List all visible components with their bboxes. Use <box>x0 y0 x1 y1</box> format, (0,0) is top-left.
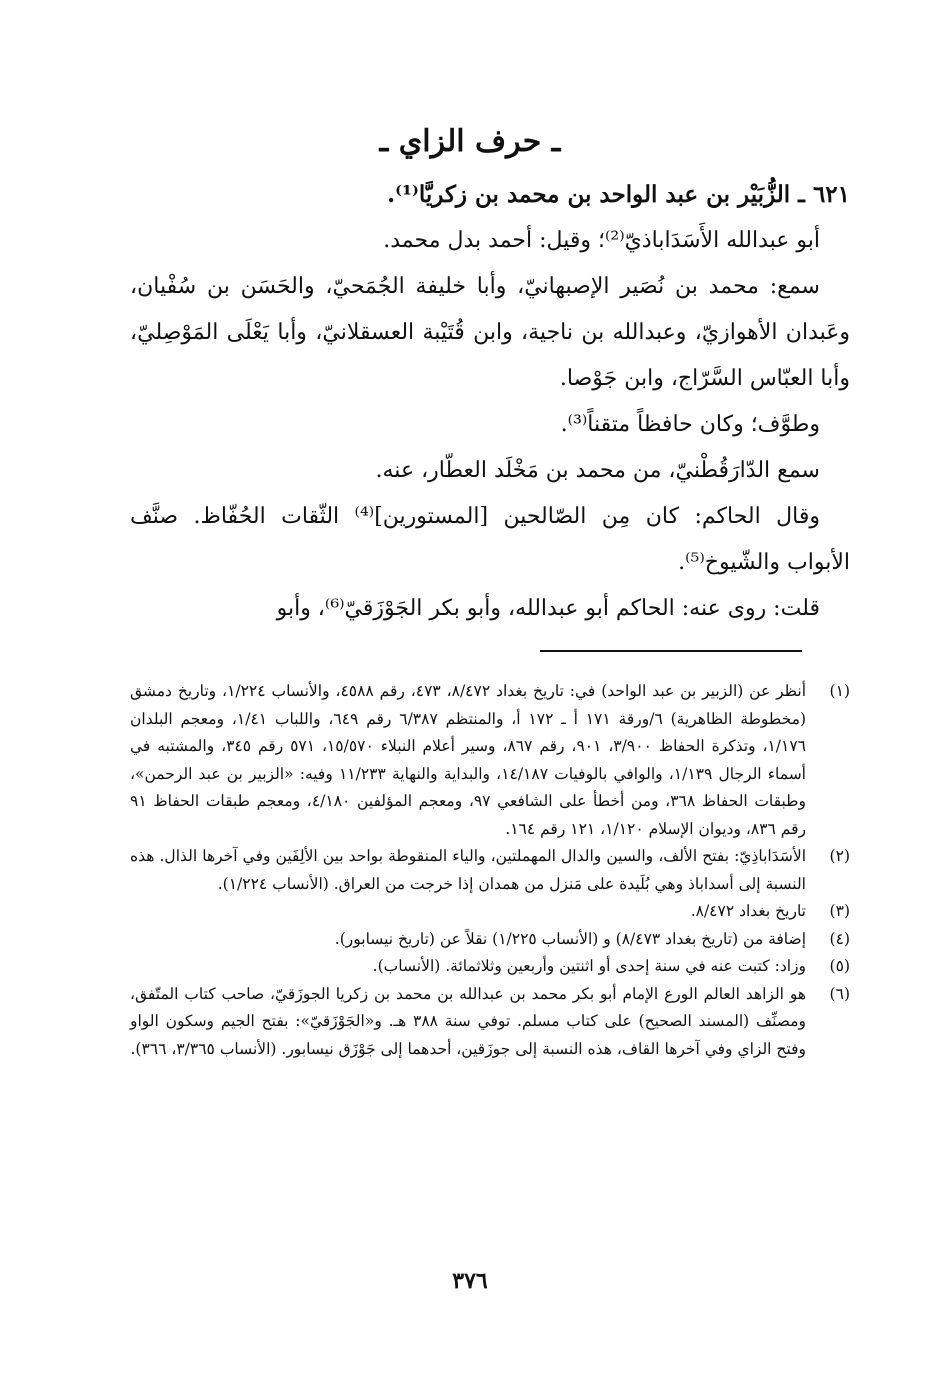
footnote-text: تاريخ بغداد ٨/٤٧٢. <box>690 902 806 920</box>
footnote-number: (٥) <box>829 957 850 975</box>
footnote-number: (٣) <box>829 902 850 920</box>
footnote-text: الأسَدَاباذِيّ: بفتح الألف، والسين والدال المهملتين، والياء المنقوطة بواحد بين الألِفَين وفي آخرها الذال. هذه النسبة إلى أسداباذ وهي بُلَيدة على مَنزل من همدان إذا خرجت من العراق. (الأنساب ١/٢٢٤). <box>130 847 806 893</box>
footnote-number: (٢) <box>829 847 850 865</box>
entry-hakim-quote: وقال الحاكم: كان مِن الصّالحين [المستورين]⁽⁴⁾ الثّقات الحُفّاظ. صنَّف الأبواب والشّيوخ⁽⁵⁾. <box>130 504 850 575</box>
footnote-text: إضافة من (تاريخ بغداد ٨/٤٧٣) و (الأنساب ١/٢٢٥) نقلاً عن (تاريخ نيسابور). <box>334 929 806 948</box>
entry-heard-list: سمع: محمد بن نُصَير الإصبهانيّ، وأبا خليفة الجُمَحيّ، والحَسَن بن سُفْيان، وعَبدان الأهوازيّ، وعبدالله بن ناجية، وابن قُتَيْبة العسقلانيّ، وأبا يَعْلَى المَوْصِليّ، وأبا العبّاس السَّرّاج، وابن جَوْصا. <box>130 274 850 391</box>
entry-heard-from: سمع الدّارَقُطْنيّ، من محمد بن مَخْلَد العطّار، عنه. <box>375 458 820 483</box>
footnote <box>130 843 850 898</box>
chapter-title: ـ حرف الزاي ـ <box>379 124 561 159</box>
entry-kunya: أبو عبدالله الأَسَدَاباذيّ⁽²⁾؛ وقيل: أحمد بدل محمد. <box>383 228 820 253</box>
footnote-text: وزاد: كتبت عنه في سنة إحدى أو اثنتين وأربعين وثلاثمائة. (الأنساب). <box>372 957 806 975</box>
footnote <box>130 678 850 843</box>
footnote-divider <box>540 650 802 652</box>
entry-travelled: وطوَّف؛ وكان حافظاً متقناً⁽³⁾. <box>560 412 820 437</box>
footnote <box>130 981 850 1064</box>
footnote <box>130 953 850 981</box>
footnotes <box>130 678 850 1063</box>
entry-heading: ٦٢١ ـ الزُّبَيْر بن عبد الواحد بن محمد بن زكريَّا⁽¹⁾. <box>387 181 850 208</box>
footnote-number: (١) <box>829 682 850 700</box>
entry-body <box>130 172 850 632</box>
footnote-number: (٤) <box>829 929 850 948</box>
entry-narrated: قلت: روى عنه: الحاكم أبو عبدالله، وأبو بكر الجَوْزَقيّ⁽⁶⁾، وأبو <box>276 596 820 621</box>
footnote <box>130 926 850 954</box>
footnote-number: (٦) <box>829 984 850 1003</box>
footnote <box>130 898 850 926</box>
footnote-text: هو الزاهد العالم الورع الإمام أبو بكر محمد بن عبدالله بن محمد بن زكريا الجوزَقيّ، صاحب كتاب المتّفق، ومصنِّف (المسند الصحيح) على كتاب مسلم. توفي سنة ٣٨٨ هـ. و«الجَوْزَقيّ»: بفتح الجيم وسكون الواو وفتح الزاي وفي آخرها القاف، هذه النسبة إلى جوزَقين، أحدهما إلى جَوْزَق نيسابور. (الأنساب ٣/٣٦٥، ٣٦٦). <box>130 984 806 1058</box>
page-number: ٣٧٦ <box>452 1268 488 1294</box>
footnote-text: أنظر عن (الزبير بن عبد الواحد) في: تاريخ بغداد ٨/٤٧٢، ٤٧٣، رقم ٤٥٨٨، والأنساب ١/٢٢٤، وتاريخ دمشق (مخطوطة الظاهرية) ٦/ورقة ١٧١ أ ـ ١٧٢ أ، والمنتظم ٦/٣٨٧ رقم ٦٤٩، واللباب ١/٤١، ومعجم البلدان ١/١٧٦، وتذكرة الحفاظ ٣/٩٠٠، ٩٠١، رقم ٨٦٧، وسير أعلام النبلاء ١٥/٥٧٠، ٥٧١ رقم ٣٤٥، والمشتبه في أسماء الرجال ١/١٣٩، والوافي بالوفيات ١٤/١٨٧، والبداية والنهاية ١١/٢٣٣ وفيه: «الزبير بن عبد الرحمن»، وطبقات الحفاظ ٣٦٨، ومن أخطأ على الشافعي ٩٧، ومعجم المؤلفين ٤/١٨٠، ومعجم طبقات الحفاظ ٩١ رقم ٨٣٦، وديوان الإسلام ١/١٢٠، ١٢١ رقم ١٦٤. <box>130 682 806 838</box>
